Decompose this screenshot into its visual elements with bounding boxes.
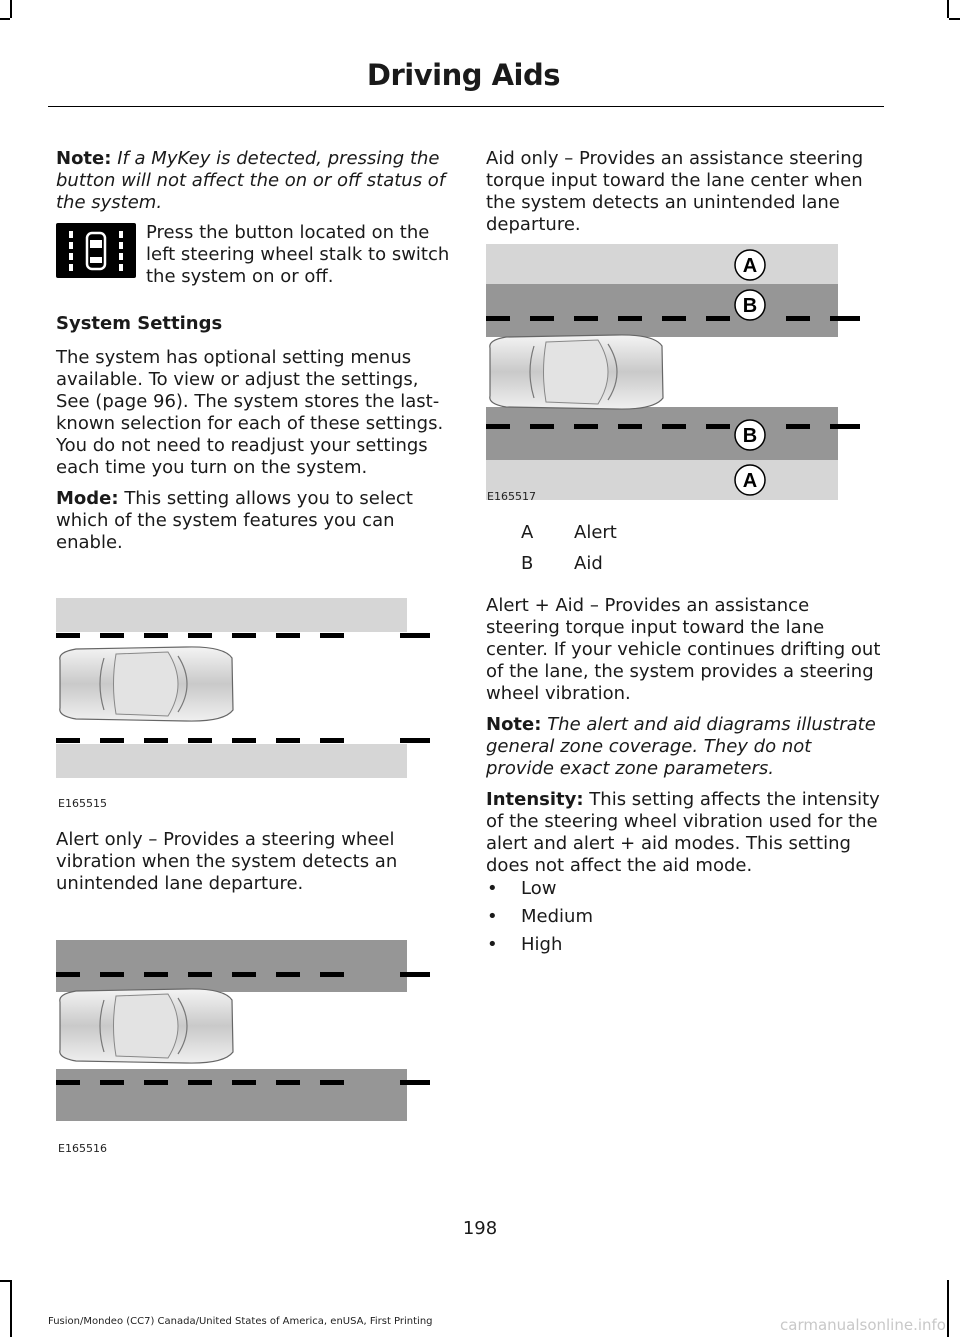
intensity-label: Intensity: [486, 789, 584, 810]
page-title: Driving Aids [366, 58, 560, 92]
alert-zone-bottom [56, 744, 407, 778]
aid-zone-bottom [56, 1069, 407, 1121]
car-top-view [60, 647, 233, 721]
alert-only-paragraph [56, 829, 450, 904]
system-settings-text: The system has optional setting menus available. To view or adjust the settings, See (page 96). The system stores the last-known selection for each of these settings. You do not need to readjust your settings each time you turn on the system. [56, 347, 444, 478]
bullet-glyph: • [487, 878, 498, 899]
intensity-option: Low [521, 878, 557, 899]
note-text: The alert and aid diagrams illustrate general zone coverage. They do not provide exact zone parameters. [486, 714, 876, 779]
page-number: 198 [462, 1218, 498, 1239]
callout-label: A [742, 470, 758, 492]
intensity-text: This setting affects the intensity of the steering wheel vibration used for the alert and alert + aid modes. This setting does not affect the aid mode. [486, 789, 880, 876]
lane-line-bottom [486, 424, 860, 429]
lane-line-top [56, 633, 430, 638]
intensity-paragraph [486, 789, 882, 877]
crop-mark [0, 18, 10, 20]
legend-key: A [521, 522, 534, 543]
note-paragraph [56, 148, 450, 214]
section-heading: System Settings [56, 313, 223, 334]
crop-mark [947, 0, 949, 18]
note-paragraph [486, 714, 882, 780]
alert-aid-text: Alert + Aid – Provides an assistance steering torque input toward the lane center. If your vehicle continues drifting out of the lane, the system provides a steering wheel vibration. [486, 595, 881, 704]
header-divider [48, 106, 884, 107]
crop-mark [10, 0, 12, 18]
bullet-glyph: • [487, 934, 498, 955]
note-text: If a MyKey is detected, pressing the button will not affect the on or off status of the system. [56, 148, 446, 213]
mode-text: This setting allows you to select which of the system features you can enable. [56, 488, 413, 553]
lane-line-bottom [56, 738, 430, 743]
crop-mark [949, 18, 960, 20]
aid-only-text: Aid only – Provides an assistance steering torque input toward the lane center when the system detects an unintended lane departure. [486, 148, 864, 235]
note-label: Note: [56, 148, 112, 169]
button-text: Press the button located on the left steering wheel stalk to switch the system on or off. [146, 222, 450, 287]
lane-figure-1 [56, 598, 430, 780]
bullet-glyph: • [487, 906, 498, 927]
footer-text: Fusion/Mondeo (CC7) Canada/United States of America, enUSA, First Printing [48, 1316, 433, 1327]
alert-zone-top [56, 598, 407, 632]
alert-zone-top [486, 244, 838, 284]
figure-id: E165516 [58, 1142, 107, 1155]
mode-label: Mode: [56, 488, 119, 509]
system-settings-section [56, 313, 450, 563]
mode-paragraph [56, 488, 450, 554]
intensity-option: Medium [521, 906, 593, 927]
aid-zone-top [56, 940, 407, 992]
alert-zone-bottom [486, 460, 838, 500]
intensity-option: High [521, 934, 563, 955]
callout-a-top [735, 250, 765, 280]
legend-key: B [521, 553, 534, 574]
crop-mark [947, 1280, 949, 1337]
watermark: carmanualsonline.info [780, 1316, 946, 1334]
aid-only-paragraph [486, 148, 882, 245]
callout-b-top [735, 290, 765, 320]
figure-id: E165517 [487, 490, 536, 503]
lane-line-top [486, 316, 860, 321]
right-body [486, 595, 882, 886]
aid-zone-top [486, 284, 838, 337]
crop-mark [0, 1280, 10, 1282]
aid-zone-bottom [486, 407, 838, 460]
button-instruction [146, 222, 450, 297]
alert-only-text: Alert only – Provides a steering wheel vibration when the system detects an unintended lane departure. [56, 829, 398, 894]
lane-figure-2 [56, 940, 430, 1122]
callout-label: B [742, 295, 758, 317]
car-top-view [490, 335, 663, 409]
legend-value: Aid [574, 553, 603, 574]
callout-label: A [742, 255, 758, 277]
crop-mark [10, 1280, 12, 1337]
legend-value: Alert [574, 522, 617, 543]
callout-label: B [742, 425, 758, 447]
callout-a-bottom [735, 465, 765, 495]
callout-b-bottom [735, 420, 765, 450]
car-top-view [60, 989, 233, 1063]
lane-keeping-icon [56, 223, 136, 278]
lane-figure-3 [486, 244, 860, 500]
left-column [56, 148, 450, 223]
note-label: Note: [486, 714, 542, 735]
figure-id: E165515 [58, 797, 107, 810]
